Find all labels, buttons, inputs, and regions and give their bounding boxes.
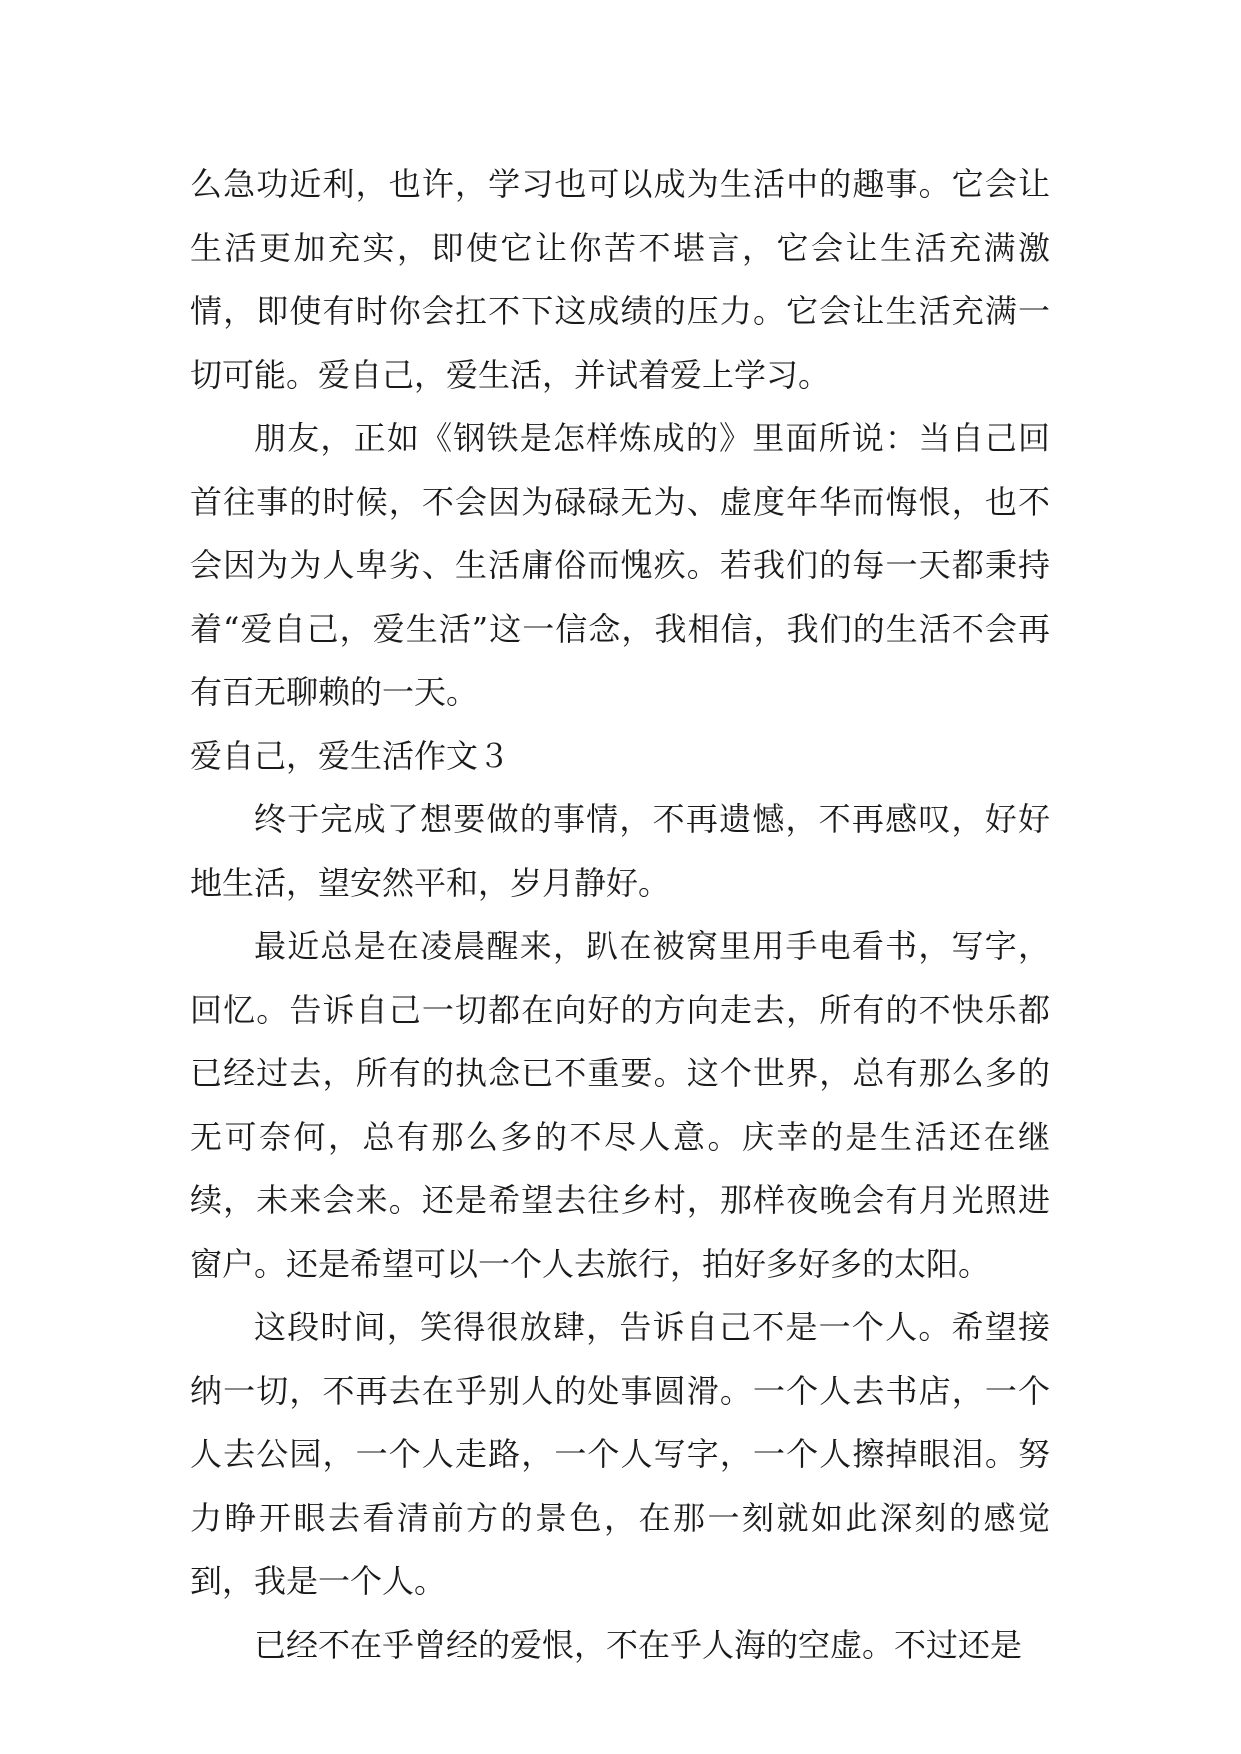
essay-heading: 爱自己，爱生活作文３: [190, 736, 511, 775]
paragraph-alone: 这段时间，笑得很放肆，告诉自己不是一个人。希望接纳一切，不再去在乎别人的处事圆滑。一个人去书店，一个人去公园，一个人走路，一个人写字，一个人擦掉眼泪。努力睁开眼去看清前方的景色，在那一刻就如此深刻的感觉到，我是一个人。: [190, 1308, 1050, 1600]
paragraph-continuation: 么急功近利，也许，学习也可以成为生活中的趣事。它会让生活更加充实，即使它让你苦不堪言，它会让生活充满激情，即使有时你会扛不下这成绩的压力。它会让生活充满一切可能。爱自己，爱生活，并试着爱上学习。: [190, 165, 1050, 394]
paragraph-early-morning: 最近总是在凌晨醒来，趴在被窝里用手电看书，写字，回忆。告诉自己一切都在向好的方向走去，所有的不快乐都已经过去，所有的执念已不重要。这个世界，总有那么多的无可奈何，总有那么多的不尽人意。庆幸的是生活还在继续，未来会来。还是希望去往乡村，那样夜晚会有月光照进窗户。还是希望可以一个人去旅行，拍好多好多的太阳。: [190, 927, 1050, 1283]
paragraph-no-longer-care: 已经不在乎曾经的爱恨，不在乎人海的空虚。不过还是: [254, 1625, 1023, 1664]
paragraph-finished: 终于完成了想要做的事情，不再遗憾，不再感叹，好好地生活，望安然平和，岁月静好。: [190, 800, 1050, 902]
paragraph-friend-quote: 朋友，正如《钢铁是怎样炼成的》里面所说：当自己回首往事的时候，不会因为碌碌无为、虚度年华而悔恨，也不会因为为人卑劣、生活庸俗而愧疚。若我们的每一天都秉持着“爱自己，爱生活”这一信念，我相信，我们的生活不会再有百无聊赖的一天。: [190, 419, 1050, 711]
document-body: [190, 153, 1050, 1677]
